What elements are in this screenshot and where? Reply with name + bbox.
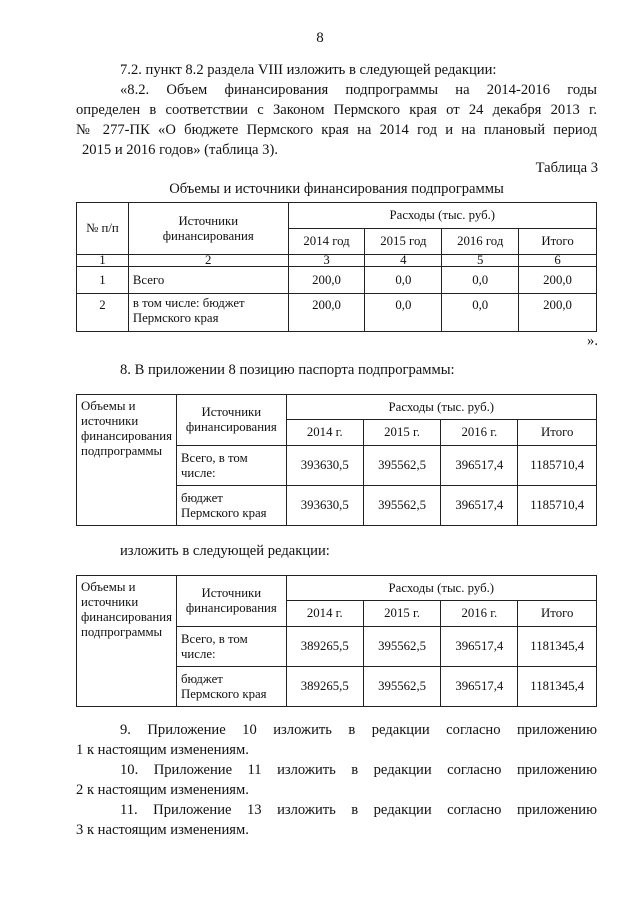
- header-year: 2014 г.: [286, 601, 363, 627]
- table-row: 2 в том числе: бюджет Пермского края 200,0 0,0 0,0 200,0: [77, 294, 597, 332]
- passport-label: Объемы и источники финансирования подпрограммы: [77, 576, 177, 707]
- table-3: [76, 202, 597, 332]
- table-row: 1 Всего 200,0 0,0 0,0 200,0: [77, 267, 597, 294]
- header-year: 2015 г.: [363, 420, 440, 446]
- paragraph-8-2: «8.2. Объем финансирования подпрограммы на 2014-2016 годы определен в соответствии с Законом Пермского края от 24 декабря 2013 г. № 277-ПК «О бюджете Пермского края на 2014 год и на плановый период 2015 и 2016 годов» (таблица 3).: [76, 82, 597, 158]
- paragraph-7-2: 7.2. пункт 8.2 раздела VIII изложить в следующей редакции:: [120, 62, 497, 78]
- header-expenses: Расходы (тыс. руб.): [288, 203, 596, 229]
- header-num: № п/п: [77, 203, 129, 255]
- header-year: 2015 г.: [363, 601, 440, 627]
- header-source: Источники финансирования: [128, 203, 288, 255]
- header-year: 2016 г.: [441, 601, 518, 627]
- passport-label: Объемы и источники финансирования подпрограммы: [77, 395, 177, 526]
- column-number: 6: [519, 255, 597, 267]
- paragraph-9: 9. Приложение 10 изложить в редакции согласно приложению 1 к настоящим изменениям.: [76, 722, 597, 758]
- table-row: бюджет Пермского края 393630,5 395562,5 396517,4 1185710,4: [77, 486, 597, 526]
- column-number: 2: [128, 255, 288, 267]
- header-total: Итого: [518, 420, 597, 446]
- table-row: Всего, в том числе: 393630,5 395562,5 396517,4 1185710,4: [77, 446, 597, 486]
- header-year: 2016 г.: [441, 420, 518, 446]
- closing-quote: ».: [587, 333, 598, 349]
- header-year: 2016 год: [442, 229, 519, 255]
- paragraph-new-edition: изложить в следующей редакции:: [120, 543, 330, 559]
- table3-caption: Таблица 3: [535, 160, 598, 176]
- column-number: 3: [288, 255, 365, 267]
- passport-table-old: [76, 394, 597, 526]
- table3-title: Объемы и источники финансирования подпрограммы: [169, 181, 504, 197]
- header-year: 2014 год: [288, 229, 365, 255]
- column-number: 5: [442, 255, 519, 267]
- paragraph-8: 8. В приложении 8 позицию паспорта подпрограммы:: [120, 362, 455, 378]
- header-source: Источники финансирования: [176, 576, 286, 627]
- header-expenses: Расходы (тыс. руб.): [286, 395, 596, 420]
- passport-table-new: [76, 575, 597, 707]
- header-source: Источники финансирования: [176, 395, 286, 446]
- table-row: бюджет Пермского края 389265,5 395562,5 396517,4 1181345,4: [77, 667, 597, 707]
- header-total: Итого: [519, 229, 597, 255]
- header-expenses: Расходы (тыс. руб.): [286, 576, 596, 601]
- table-row: Всего, в том числе: 389265,5 395562,5 396517,4 1181345,4: [77, 627, 597, 667]
- header-year: 2014 г.: [286, 420, 363, 446]
- column-number: 1: [77, 255, 129, 267]
- column-number: 4: [365, 255, 442, 267]
- header-year: 2015 год: [365, 229, 442, 255]
- page-number: 8: [316, 30, 324, 46]
- paragraph-11: 11. Приложение 13 изложить в редакции согласно приложению 3 к настоящим изменениям.: [76, 802, 597, 838]
- header-total: Итого: [518, 601, 597, 627]
- paragraph-10: 10. Приложение 11 изложить в редакции согласно приложению 2 к настоящим изменениям.: [76, 762, 597, 798]
